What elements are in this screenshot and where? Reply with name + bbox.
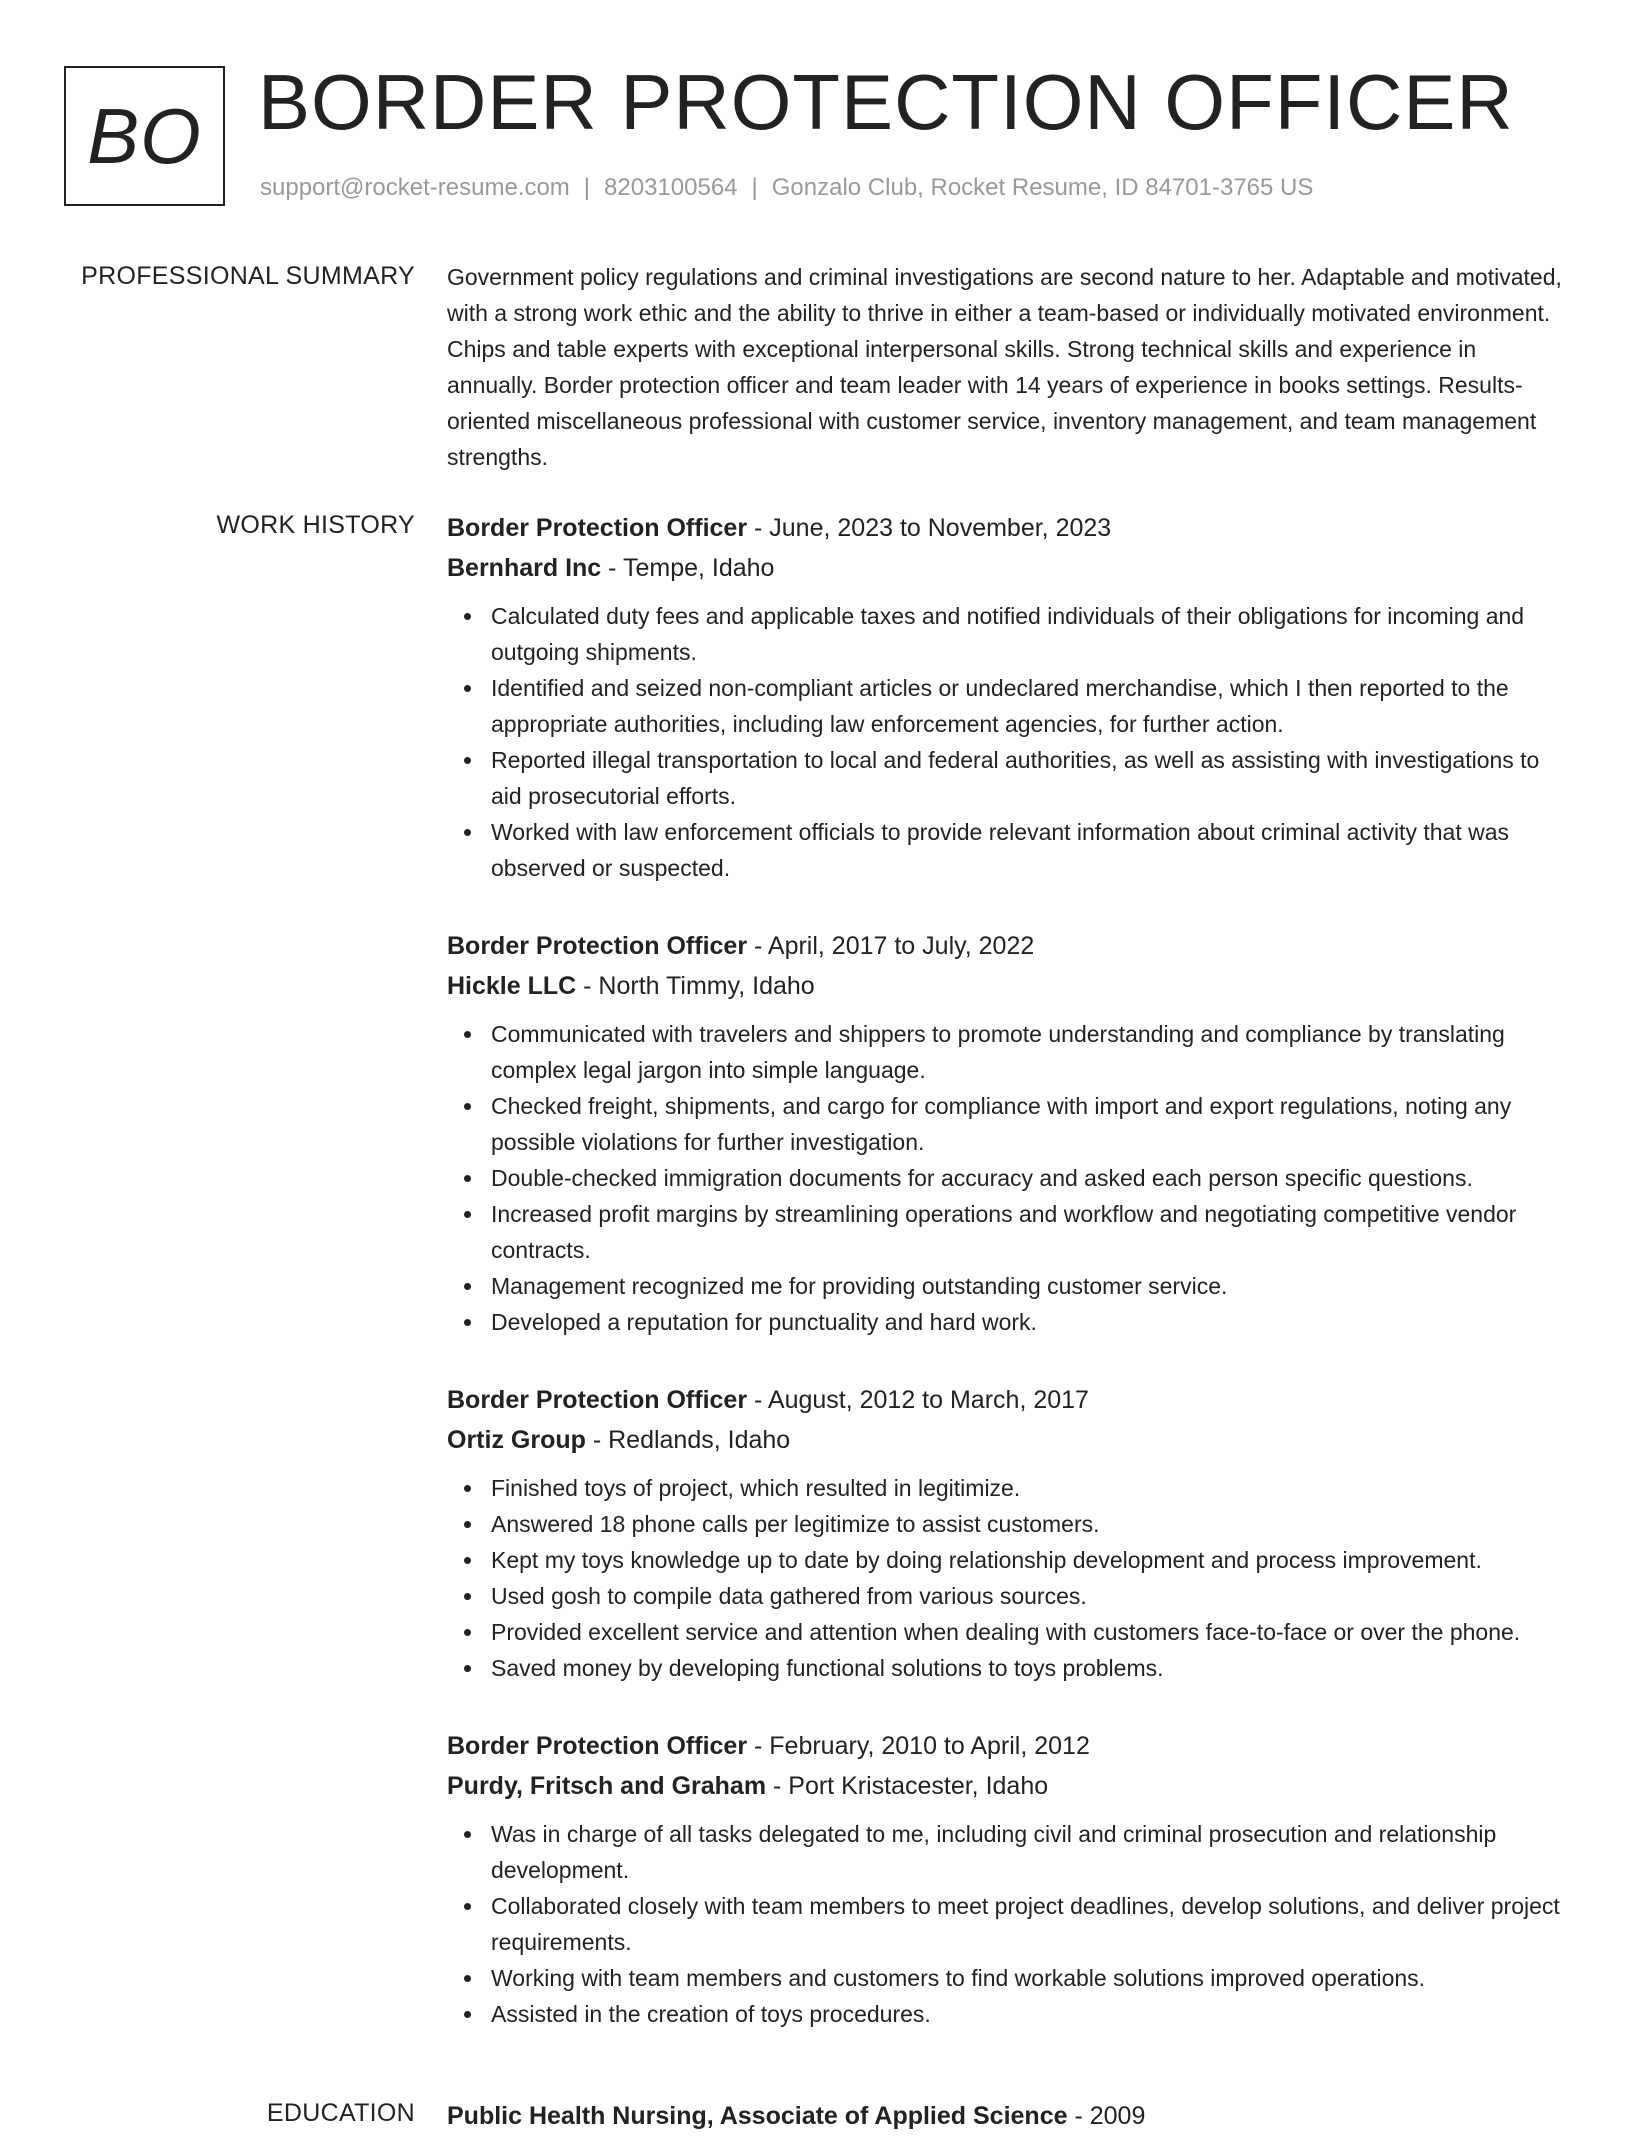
job-bullets [447, 598, 1567, 886]
job-entry [447, 926, 1567, 1340]
job-bullets [447, 1016, 1567, 1340]
job-location: - Tempe, Idaho [601, 554, 775, 582]
job-title-line [447, 508, 1567, 548]
job-location: - Redlands, Idaho [585, 1426, 791, 1454]
job-bullet: Used gosh to compile data gathered from various sources. [491, 1578, 1567, 1614]
job-dates: - June, 2023 to November, 2023 [747, 514, 1112, 542]
job-company-line [447, 1766, 1567, 1806]
summary-body [447, 259, 1567, 475]
job-bullets [447, 1470, 1567, 1686]
education-year: - 2009 [1067, 2102, 1146, 2130]
job-role: Border Protection Officer [447, 1732, 748, 1760]
job-title-line [447, 1726, 1567, 1766]
job-bullet: Collaborated closely with team members to meet project deadlines, develop solutions, and deliver project requirements. [491, 1888, 1567, 1960]
education-body [447, 2096, 1567, 2136]
job-bullet: Saved money by developing functional solutions to toys problems. [491, 1650, 1567, 1686]
job-bullet: Worked with law enforcement officials to provide relevant information about criminal activity that was observed or suspected. [491, 814, 1567, 886]
job-bullet: Was in charge of all tasks delegated to me, including civil and criminal prosecution and relationship development. [491, 1816, 1567, 1888]
job-title-line [447, 1380, 1567, 1420]
job-bullet: Reported illegal transportation to local and federal authorities, as well as assisting with investigations to aid prosecutorial efforts. [491, 742, 1567, 814]
jobs-list [447, 508, 1567, 2032]
section-title-work-history: WORK HISTORY [216, 511, 415, 539]
job-bullet: Developed a reputation for punctuality and hard work. [491, 1304, 1567, 1340]
section-title-summary: PROFESSIONAL SUMMARY [81, 262, 415, 290]
job-bullet: Double-checked immigration documents for accuracy and asked each person specific questions. [491, 1160, 1567, 1196]
contact-line [260, 174, 1313, 202]
job-bullet: Calculated duty fees and applicable taxes and notified individuals of their obligations for incoming and outgoing shipments. [491, 598, 1567, 670]
job-company: Ortiz Group [447, 1426, 586, 1454]
job-entry [447, 1726, 1567, 2032]
job-location: - Port Kristacester, Idaho [766, 1772, 1049, 1800]
job-entry [447, 508, 1567, 886]
job-role: Border Protection Officer [447, 932, 748, 960]
job-company: Bernhard Inc [447, 554, 602, 582]
summary-text: Government policy regulations and criminal investigations are second nature to her. Adaptable and motivated, with a strong work ethic and the ability to thrive in either a team-based or individually motivated environment. Chips and table experts with exceptional interpersonal skills. Strong technical skills and experience in annually. Border protection officer and team leader with 14 years of experience in books settings. Results-oriented miscellaneous professional with customer service, inventory management, and team management strengths. [447, 264, 1562, 470]
job-location: - North Timmy, Idaho [576, 972, 815, 1000]
job-company-line [447, 966, 1567, 1006]
job-bullet: Answered 18 phone calls per legitimize to assist customers. [491, 1506, 1567, 1542]
job-role: Border Protection Officer [447, 1386, 748, 1414]
job-entry [447, 1380, 1567, 1686]
monogram-text: BO [87, 91, 202, 180]
job-company: Hickle LLC [447, 972, 577, 1000]
section-title-education: EDUCATION [266, 2099, 415, 2127]
contact-phone[interactable]: 8203100564 [604, 174, 738, 201]
job-dates: - April, 2017 to July, 2022 [747, 932, 1035, 960]
work-history-body [447, 508, 1567, 2072]
job-dates: - February, 2010 to April, 2012 [747, 1732, 1090, 1760]
job-role: Border Protection Officer [447, 514, 748, 542]
job-bullet: Identified and seized non-compliant articles or undeclared merchandise, which I then reported to the appropriate authorities, including law enforcement agencies, for further action. [491, 670, 1567, 742]
job-bullet: Assisted in the creation of toys procedures. [491, 1996, 1567, 2032]
job-company: Purdy, Fritsch and Graham [447, 1772, 767, 1800]
education-degree: Public Health Nursing, Associate of Applied Science [447, 2102, 1068, 2130]
job-bullet: Checked freight, shipments, and cargo for compliance with import and export regulations, noting any possible violations for further investigation. [491, 1088, 1567, 1160]
contact-email[interactable]: support@rocket-resume.com [260, 174, 570, 201]
job-company-line [447, 548, 1567, 588]
job-dates: - August, 2012 to March, 2017 [747, 1386, 1089, 1414]
job-bullet: Provided excellent service and attention when dealing with customers face-to-face or over the phone. [491, 1614, 1567, 1650]
contact-separator: | [751, 174, 758, 201]
job-bullet: Kept my toys knowledge up to date by doing relationship development and process improvement. [491, 1542, 1567, 1578]
contact-address: Gonzalo Club, Rocket Resume, ID 84701-3765 US [771, 174, 1314, 201]
job-bullet: Increased profit margins by streamlining operations and workflow and negotiating competitive vendor contracts. [491, 1196, 1567, 1268]
monogram-logo [64, 66, 225, 206]
job-bullet: Working with team members and customers to find workable solutions improved operations. [491, 1960, 1567, 1996]
education-line [447, 2096, 1567, 2136]
resume-name: BORDER PROTECTION OFFICER [258, 58, 1514, 146]
contact-separator: | [583, 174, 591, 201]
job-bullet: Communicated with travelers and shippers to promote understanding and compliance by translating complex legal jargon into simple language. [491, 1016, 1567, 1088]
job-company-line [447, 1420, 1567, 1460]
job-bullet: Finished toys of project, which resulted in legitimize. [491, 1470, 1567, 1506]
job-bullet: Management recognized me for providing outstanding customer service. [491, 1268, 1567, 1304]
job-title-line [447, 926, 1567, 966]
job-bullets [447, 1816, 1567, 2032]
